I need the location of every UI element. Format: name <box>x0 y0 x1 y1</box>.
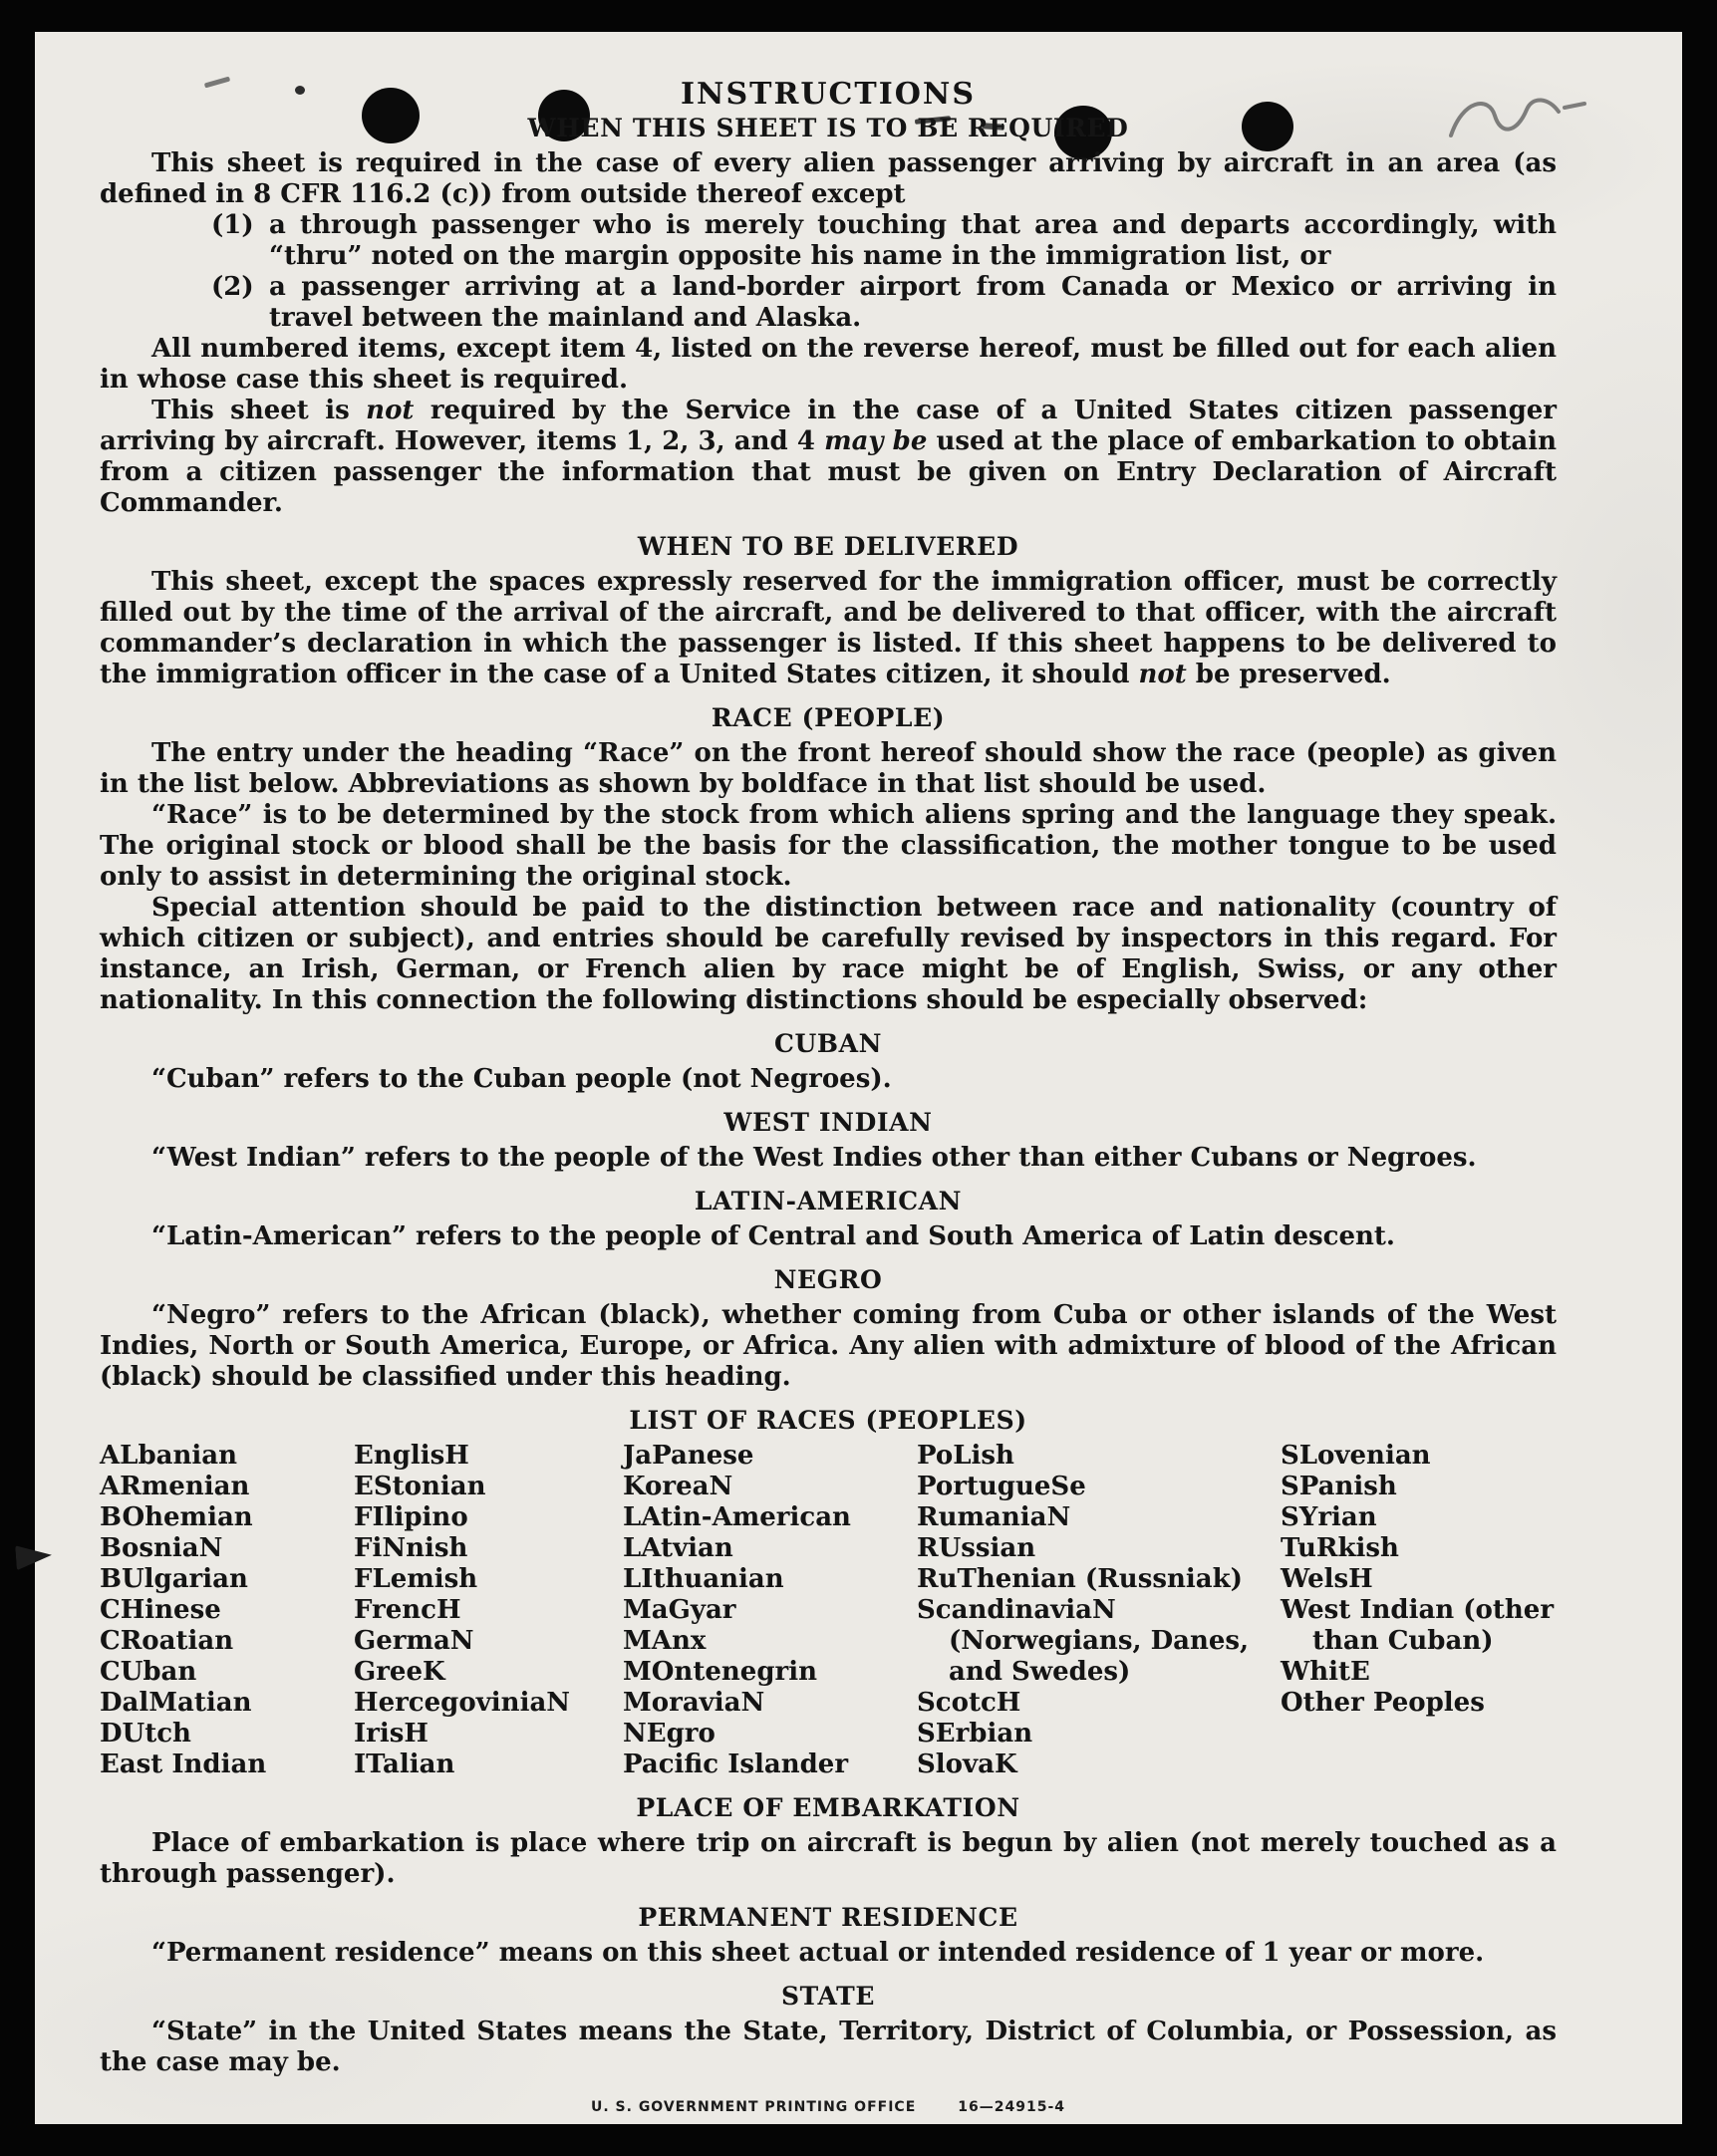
race-item: MaGyar <box>623 1595 736 1625</box>
race-item: FIlipino <box>354 1502 468 1532</box>
race-item: DUtch <box>100 1719 191 1749</box>
race-paragraph-3: Special attention should be paid to the distinction between race and nationality (country of which citizen or subject), and entries should be carefully revised by inspectors in this regard. For instance, an Irish, German, or French alien by race might be of English, Swiss, or any other nationality. In this connection the following distinctions should be especially observed: <box>100 893 1557 1015</box>
race-paragraph-1: The entry under the heading “Race” on the front hereof should show the race (people) as given in the list below. Abbreviations as shown by boldface in that list should be used. <box>100 738 1557 799</box>
item-text: a passenger arriving at a land-border airport from Canada or Mexico or arriving in travel between the mainland and Alaska. <box>269 272 1557 333</box>
item-number: (2) <box>211 272 254 302</box>
race-item: MAnx <box>623 1626 707 1656</box>
section-heading-delivery: WHEN TO BE DELIVERED <box>637 532 1019 561</box>
race-item: SLovenian <box>1281 1441 1431 1471</box>
race-item: BUlgarian <box>100 1564 248 1594</box>
race-item: FrencH <box>354 1595 461 1625</box>
negro-paragraph: “Negro” refers to the African (black), whether coming from Cuba or other islands of the West Indies, North or South America, Europe, or Africa. Any alien with admixture of blood of the African (black) should be classified under this heading. <box>100 1300 1557 1392</box>
race-item: MOntenegrin <box>623 1657 817 1687</box>
state-paragraph: “State” in the United States means the State, Territory, District of Columbia, or Possession, as the case may be. <box>100 2017 1557 2077</box>
not-required-paragraph: This sheet is not required by the Service in the case of a United States citizen passenger arriving by aircraft. However, items 1, 2, 3, and 4 may be used at the place of embarkation to obtain from a citizen passenger the information that must be given on Entry Declaration of Aircraft Commander. <box>100 396 1558 518</box>
race-item: ScandinaviaN (Norwegians, Danes, and Swedes) <box>917 1595 1250 1687</box>
latin-american-paragraph: “Latin-American” refers to the people of Central and South America of Latin descent. <box>151 1221 1395 1251</box>
race-item: RuThenian (Russniak) <box>917 1564 1243 1594</box>
race-item: ITalian <box>354 1750 455 1779</box>
race-item: LIthuanian <box>623 1564 784 1594</box>
races-column-5 <box>1281 1441 1557 1780</box>
race-item: GreeK <box>354 1657 445 1687</box>
race-item: CRoatian <box>100 1626 234 1656</box>
section-heading-cuban: CUBAN <box>773 1029 883 1058</box>
races-column-2 <box>354 1441 623 1780</box>
race-item: TuRkish <box>1281 1533 1399 1563</box>
races-column-4 <box>917 1441 1281 1780</box>
race-item: West Indian (other than Cuban) <box>1281 1595 1555 1656</box>
race-item: EnglisH <box>354 1441 469 1471</box>
delivery-paragraph: This sheet, except the spaces expressly reserved for the immigration officer, must be correctly filled out by the time of the arrival of the aircraft, and be delivered to that officer, with the aircraft commander’s declaration in which the passenger is listed. If this sheet happens to be delivered to the immigration officer in the case of a United States citizen, it should not be preserved. <box>100 567 1557 689</box>
west-indian-paragraph: “West Indian” refers to the people of the West Indies other than either Cubans or Negroes. <box>151 1143 1477 1173</box>
race-item: SPanish <box>1281 1472 1397 1501</box>
race-item: FiNnish <box>354 1533 468 1563</box>
numbered-item-1 <box>211 210 1557 272</box>
race-item: KoreaN <box>623 1472 733 1501</box>
race-paragraph-2: “Race” is to be determined by the stock from which aliens spring and the language they speak. The original stock or blood shall be the basis for the classification, the mother tongue to be used only to assist in determining the original stock. <box>100 800 1557 892</box>
race-item: PortugueSe <box>917 1472 1086 1501</box>
section-heading-when-required: WHEN THIS SHEET IS TO BE REQUIRED <box>527 114 1129 142</box>
item-text: a through passenger who is merely touching that area and departs accordingly, with “thru” noted on the margin opposite his name in the immigration list, or <box>269 210 1557 271</box>
race-item: LAtin-American <box>623 1502 851 1532</box>
race-item: JaPanese <box>623 1441 754 1471</box>
race-item: DalMatian <box>100 1688 252 1718</box>
section-heading-races-list: LIST OF RACES (PEOPLES) <box>629 1406 1027 1435</box>
residence-paragraph: “Permanent residence” means on this sheet actual or intended residence of 1 year or more. <box>151 1938 1485 1968</box>
section-heading-residence: PERMANENT RESIDENCE <box>638 1903 1018 1932</box>
race-item: LAtvian <box>623 1533 733 1563</box>
race-item: FLemish <box>354 1564 478 1594</box>
section-heading-race: RACE (PEOPLE) <box>711 703 946 732</box>
intro-paragraph: This sheet is required in the case of every alien passenger arriving by aircraft in an area (as defined in 8 CFR 116.2 (c)) from outside thereof except <box>100 148 1557 209</box>
printing-office-label: U. S. GOVERNMENT PRINTING OFFICE <box>590 2099 917 2115</box>
race-item: RumaniaN <box>917 1502 1071 1532</box>
form-number: 16—24915-4 <box>958 2099 1066 2115</box>
cuban-paragraph: “Cuban” refers to the Cuban people (not Negroes). <box>151 1064 892 1094</box>
race-item: CHinese <box>100 1595 221 1625</box>
race-item: SErbian <box>917 1719 1033 1749</box>
race-item: Pacific Islander <box>623 1750 849 1779</box>
section-heading-west-indian: WEST INDIAN <box>723 1108 933 1137</box>
race-item: EStonian <box>354 1472 486 1501</box>
race-item: ALbanian <box>100 1441 238 1471</box>
races-column-3 <box>623 1441 917 1780</box>
race-item: MoraviaN <box>623 1688 765 1718</box>
race-item: PoLish <box>917 1441 1014 1471</box>
races-column-1 <box>100 1441 354 1780</box>
numbered-item-2 <box>211 272 1557 334</box>
race-item: IrisH <box>354 1719 429 1749</box>
race-item: East Indian <box>100 1750 267 1779</box>
document-content <box>100 78 1557 2123</box>
section-heading-negro: NEGRO <box>773 1265 883 1294</box>
section-heading-embarkation: PLACE OF EMBARKATION <box>636 1793 1020 1822</box>
race-item: GermaN <box>354 1626 474 1656</box>
race-item: SYrian <box>1281 1502 1377 1532</box>
race-item: CUban <box>100 1657 197 1687</box>
scan-artifact-arrow <box>15 1543 53 1570</box>
race-item: NEgro <box>623 1719 715 1749</box>
embarkation-paragraph: Place of embarkation is place where trip on aircraft is begun by alien (not merely touched as a through passenger). <box>100 1828 1557 1889</box>
race-item: RUssian <box>917 1533 1036 1563</box>
section-heading-latin-american: LATIN-AMERICAN <box>694 1187 963 1215</box>
race-item: Other Peoples <box>1281 1688 1485 1718</box>
race-item: ScotcH <box>917 1688 1021 1718</box>
printing-office-footer <box>100 2092 1557 2123</box>
race-item: BosniaN <box>100 1533 223 1563</box>
numbered-items-paragraph: All numbered items, except item 4, listed on the reverse hereof, must be filled out for each alien in whose case this sheet is required. <box>100 334 1557 395</box>
document-title: INSTRUCTIONS <box>681 77 976 112</box>
race-item: WelsH <box>1281 1564 1373 1594</box>
race-item: HercegoviniaN <box>354 1688 571 1718</box>
section-heading-state: STATE <box>781 1982 875 2011</box>
race-item: ARmenian <box>100 1472 250 1501</box>
race-item: SlovaK <box>917 1750 1017 1779</box>
race-item: BOhemian <box>100 1502 253 1532</box>
race-item: WhitE <box>1281 1657 1370 1687</box>
item-number: (1) <box>211 210 254 240</box>
races-list <box>100 1441 1557 1780</box>
